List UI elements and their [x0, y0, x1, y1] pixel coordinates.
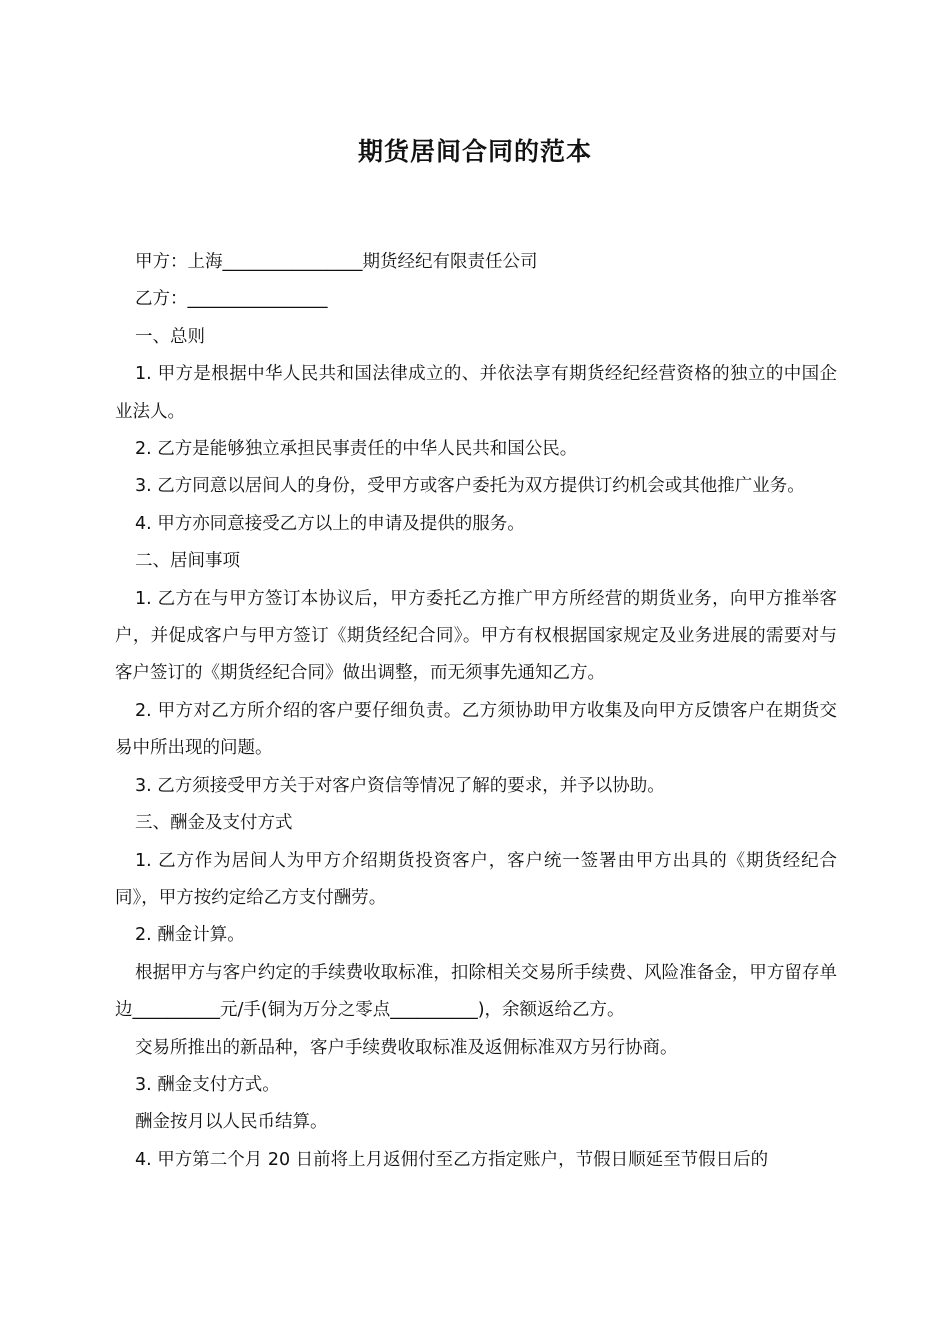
paragraph: 3. 酬金支付方式。: [135, 1074, 280, 1095]
paragraph: 乙方：________________: [135, 289, 328, 310]
section-heading: 三、酬金及支付方式: [135, 813, 293, 834]
paragraph: 4. 甲方亦同意接受乙方以上的申请及提供的服务。: [135, 513, 525, 534]
paragraph: 2. 甲方对乙方所介绍的客户要仔细负责。乙方须协助甲方收集及向甲方反馈客户在期货交易中所出现的问题。: [115, 700, 837, 759]
paragraph: 3. 乙方同意以居间人的身份，受甲方或客户委托为双方提供订约机会或其他推广业务。: [135, 476, 805, 497]
paragraph: 1. 乙方在与甲方签订本协议后，甲方委托乙方推广甲方所经营的期货业务，向甲方推举客户，并促成客户与甲方签订《期货经纪合同》。甲方有权根据国家规定及业务进展的需要对与客户签订的《期货经纪合同》做出调整，而无须事先通知乙方。: [115, 588, 837, 684]
paragraph: 根据甲方与客户约定的手续费收取标准，扣除相关交易所手续费、风险准备金，甲方留存单边__________元/手(铜为万分之零点__________)，余额返给乙方。: [115, 962, 837, 1021]
paragraph: 1. 甲方是根据中华人民共和国法律成立的、并依法享有期货经纪经营资格的独立的中国企业法人。: [115, 364, 837, 422]
paragraph: 酬金按月以人民币结算。: [135, 1112, 328, 1133]
section-heading: 一、总则: [135, 326, 205, 347]
section-heading: 二、居间事项: [135, 551, 240, 572]
paragraph: 2. 酬金计算。: [135, 925, 245, 946]
paragraph: 2. 乙方是能够独立承担民事责任的中华人民共和国公民。: [135, 439, 578, 460]
paragraph: 4. 甲方第二个月 20 日前将上月返佣付至乙方指定账户，节假日顺延至节假日后的: [135, 1149, 769, 1170]
paragraph: 甲方：上海________________期货经纪有限责任公司: [135, 252, 538, 272]
paragraph: 3. 乙方须接受甲方关于对客户资信等情况了解的要求，并予以协助。: [135, 775, 665, 796]
document-body: [115, 244, 837, 1179]
paragraph: 1. 乙方作为居间人为甲方介绍期货投资客户，客户统一签署由甲方出具的《期货经纪合同》，甲方按约定给乙方支付酬劳。: [115, 850, 837, 908]
paragraph: 交易所推出的新品种，客户手续费收取标准及返佣标准双方另行协商。: [135, 1037, 678, 1058]
document-title: 期货居间合同的范本: [357, 137, 592, 166]
